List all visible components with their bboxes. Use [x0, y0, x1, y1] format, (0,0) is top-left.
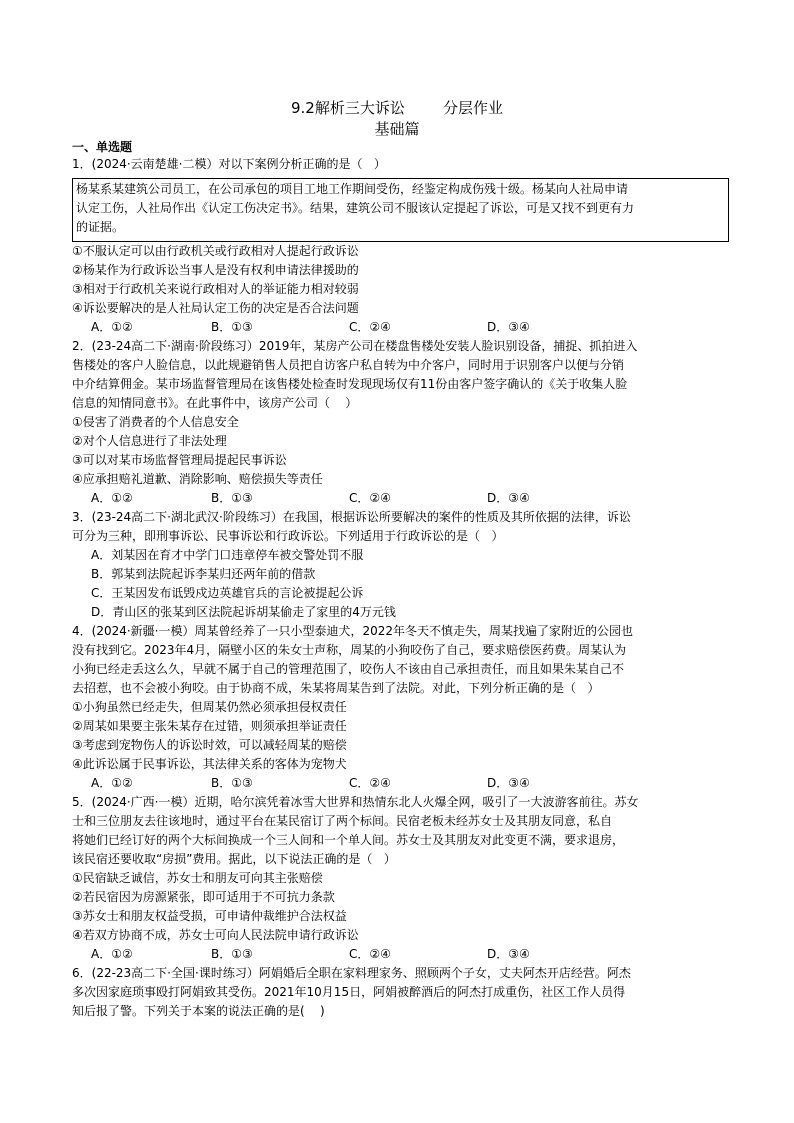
q2-item-2: ②对个人信息进行了非法处理 [72, 434, 227, 448]
q2-item-4: ④应承担赔礼道歉、消除影响、赔偿损失等责任 [72, 472, 323, 486]
q1-option-d[interactable]: D．③④ [487, 320, 530, 334]
q4-options [91, 775, 551, 792]
q4-option-d[interactable]: D．③④ [487, 776, 530, 790]
q6-stem-line: 6．(22-23高二下·全国·课时练习）阿娟婚后全职在家料理家务、照顾两个子女，丈夫阿杰开店经营。阿杰 [72, 966, 631, 980]
q2-option-c[interactable]: C．②④ [349, 491, 391, 505]
q4-stem-line: 4．(2024·新疆·一模）周某曾经养了一只小型泰迪犬，2022年冬天不慎走失，周某找遍了家附近的公园也 [72, 624, 634, 638]
q4-stem-line: 小狗已经走丢这么久，早就不属于自己的管理范围了，咬伤人不该由自己承担责任，而且如果朱某自己不 [72, 662, 625, 676]
q2-stem-line: 信息的知情同意书》。在此事件中，该房产公司（ ） [72, 396, 358, 410]
q5-stem-line: 该民宿还要收取“房损”费用。据此，以下说法正确的是（ ） [72, 852, 396, 866]
q2-item-1: ①侵害了消费者的个人信息安全 [72, 415, 239, 429]
q3-option-a[interactable]: A．刘某因在育才中学门口违章停车被交警处罚不服 [91, 548, 364, 562]
q1-options [91, 319, 551, 336]
q4-item-2: ②周某如果要主张朱某存在过错，则须承担举证责任 [72, 719, 347, 733]
q4-option-a[interactable]: A．①② [91, 776, 133, 790]
q5-stem-line: 5．(2024·广西·一模）近期，哈尔滨凭着冰雪大世界和热情东北人火爆全网，吸引了一大波游客前往。苏女 [72, 795, 639, 809]
q6-stem-line: 知后报了警。下列关于本案的说法正确的是( ) [72, 1004, 325, 1018]
q2-options [91, 490, 551, 507]
q5-stem-line: 将她们已经订好的两个大标间换成一个三人间和一个单人间。苏女士及其朋友对此变更不满，要求退房， [72, 833, 625, 847]
q2-option-d[interactable]: D．③④ [487, 491, 530, 505]
q1-material-line: 认定工伤，人社局作出《认定工伤决定书》。结果，建筑公司不服该认定提起了诉讼，可是又找不到更有力 [76, 201, 635, 215]
q4-item-1: ①小狗虽然已经走失，但周某仍然必须承担侵权责任 [72, 700, 347, 714]
q4-item-4: ④此诉讼属于民事诉讼，其法律关系的客体为宠物犬 [72, 757, 347, 771]
q5-option-b[interactable]: B．①③ [211, 947, 253, 961]
q3-option-d[interactable]: D．青山区的张某到区法院起诉胡某偷走了家里的4万元钱 [91, 605, 396, 619]
q1-item-1: ①不服认定可以由行政机关或行政相对人提起行政诉讼 [72, 244, 359, 258]
q2-stem-line: 售楼处的客户人脸信息，以此规避销售人员把自访客户私自转为中介客户，同时用于识别客户以便与分销 [72, 358, 625, 372]
q2-stem-line: 2．(23-24高二下·湖南·阶段练习）2019年，某房产公司在楼盘售楼处安装人脸识别设备，捕捉、抓拍进入 [72, 339, 638, 353]
q5-item-3: ③苏女士和朋友权益受损，可申请仲裁维护合法权益 [72, 909, 347, 923]
q5-item-4: ④若双方协商不成，苏女士可向人民法院申请行政诉讼 [72, 928, 359, 942]
q4-option-b[interactable]: B．①③ [211, 776, 253, 790]
q2-option-b[interactable]: B．①③ [211, 491, 253, 505]
q5-item-1: ①民宿缺乏诚信，苏女士和朋友可向其主张赔偿 [72, 871, 323, 885]
q3-stem-line: 3．(23-24高二下·湖北武汉·阶段练习）在我国，根据诉讼所要解决的案件的性质及其所依据的法律，诉讼 [72, 510, 631, 524]
q4-stem-line: 去招惹，也不会被小狗咬。由于协商不成，朱某将周某告到了法院。对此，下列分析正确的是（ ） [72, 681, 600, 695]
q1-option-c[interactable]: C．②④ [349, 320, 391, 334]
q3-option-c[interactable]: C．王某因发布诋毁戍边英雄官兵的言论被提起公诉 [91, 586, 364, 600]
q1-option-a[interactable]: A．①② [91, 320, 133, 334]
q1-item-3: ③相对于行政机关来说行政相对人的举证能力相对较弱 [72, 282, 359, 296]
worksheet-subtitle: 基础篇 [374, 120, 420, 138]
q1-stem: 1．(2024·云南楚雄·二模）对以下案例分析正确的是（ ） [72, 157, 386, 171]
worksheet-title: 9.2解析三大诉讼 分层作业 [290, 99, 503, 117]
q4-option-c[interactable]: C．②④ [349, 776, 391, 790]
q1-item-2: ②杨某作为行政诉讼当事人是没有权利申请法律援助的 [72, 263, 359, 277]
q1-option-b[interactable]: B．①③ [211, 320, 253, 334]
q2-option-a[interactable]: A．①② [91, 491, 133, 505]
q4-item-3: ③考虑到宠物伤人的诉讼时效，可以减轻周某的赔偿 [72, 738, 347, 752]
section-heading: 一、单选题 [72, 140, 133, 154]
q5-option-c[interactable]: C．②④ [349, 947, 391, 961]
q6-stem-line: 多次因家庭琐事殴打阿娟致其受伤。2021年10月15日，阿娟被醉酒后的阿杰打成重伤，社区工作人员得 [72, 985, 626, 999]
q5-option-d[interactable]: D．③④ [487, 947, 530, 961]
q1-item-4: ④诉讼要解决的是人社局认定工伤的决定是否合法问题 [72, 301, 359, 315]
q2-stem-line: 中介结算佣金。某市场监督管理局在该售楼处检查时发现现场仅有11份由客户签字确认的《关于收集人脸 [72, 377, 628, 391]
q2-item-3: ③可以对某市场监督管理局提起民事诉讼 [72, 453, 287, 467]
q3-stem-line: 可分为三种，即刑事诉讼、民事诉讼和行政诉讼。下列适用于行政诉讼的是（ ） [72, 529, 504, 543]
q5-stem-line: 士和三位朋友去往该地时，通过平台在某民宿订了两个标间。民宿老板未经苏女士及其朋友同意，私自 [72, 814, 613, 828]
q5-item-2: ②若民宿因为房源紧张，即可适用于不可抗力条款 [72, 890, 335, 904]
q3-option-b[interactable]: B．郭某到法院起诉李某归还两年前的借款 [91, 567, 316, 581]
q5-option-a[interactable]: A．①② [91, 947, 133, 961]
q1-material-line: 的证据。 [76, 220, 125, 234]
q4-stem-line: 没有找到它。2023年4月，隔壁小区的朱女士声称，周某的小狗咬伤了自己，要求赔偿医药费。周某认为 [72, 643, 627, 657]
q5-options [91, 946, 551, 963]
q1-material-line: 杨某系某建筑公司员工，在公司承包的项目工地工作期间受伤，经鉴定构成伤残十级。杨某向人社局申请 [76, 182, 629, 196]
